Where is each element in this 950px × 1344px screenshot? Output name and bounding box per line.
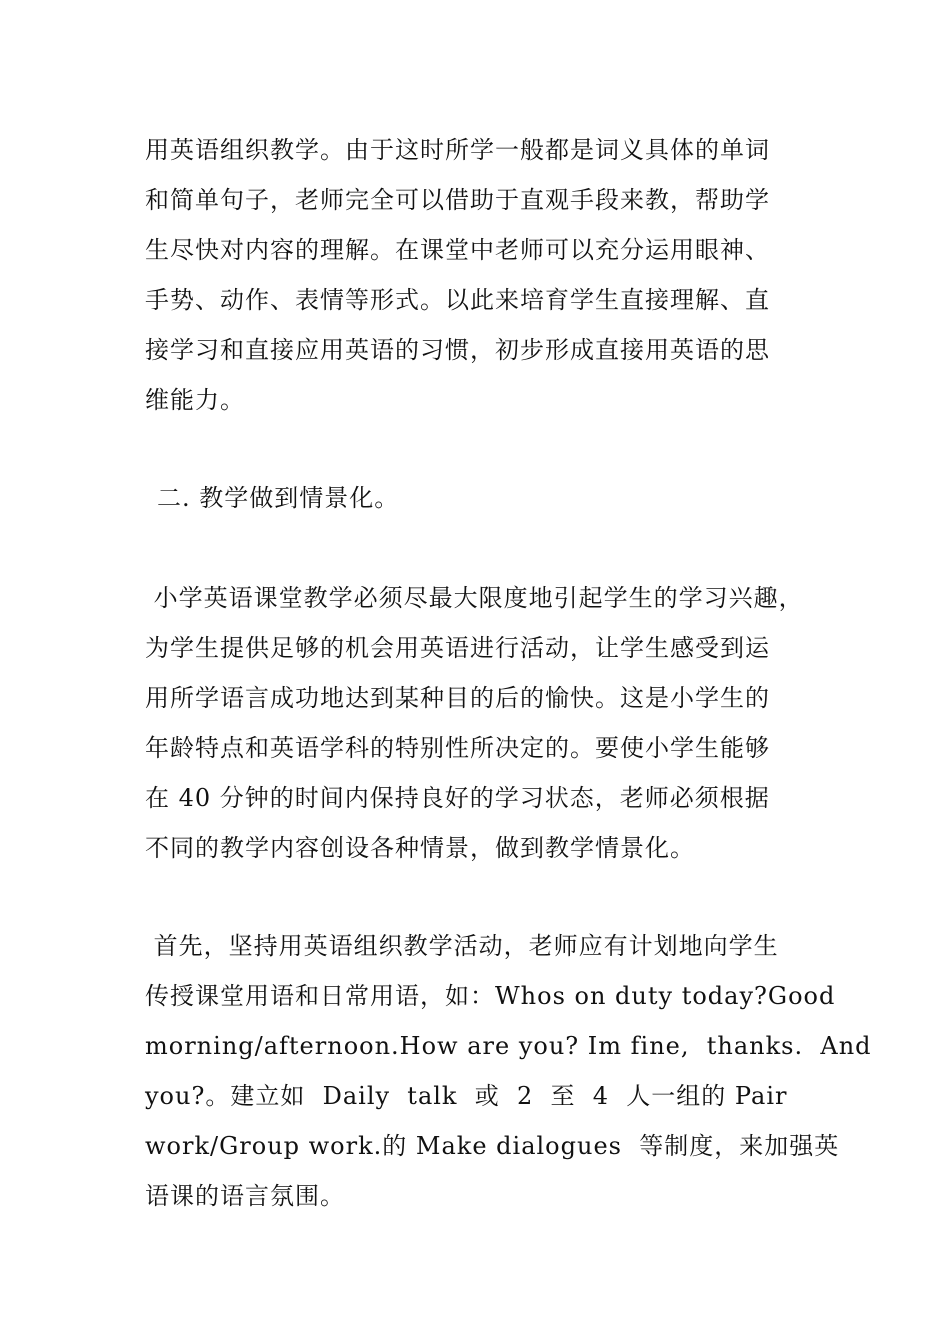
paragraph-3-line-3: morning/afternoon.How are you? Im fine, thanks. And — [145, 1032, 872, 1060]
paragraph-1-line-2: 和简单句子，老师完全可以借助于直观手段来教，帮助学 — [145, 186, 770, 214]
paragraph-1-line-3: 生尽快对内容的理解。在课堂中老师可以充分运用眼神、 — [145, 236, 770, 264]
paragraph-2-line-3: 用所学语言成功地达到某种目的后的愉快。这是小学生的 — [145, 684, 770, 712]
paragraph-2-line-6: 不同的教学内容创设各种情景，做到教学情景化。 — [145, 834, 695, 862]
paragraph-3-line-2: 传授课堂用语和日常用语，如：Whos on duty today?Good — [145, 982, 836, 1010]
paragraph-1-line-6: 维能力。 — [145, 386, 245, 414]
paragraph-1-line-4: 手势、动作、表情等形式。以此来培育学生直接理解、直 — [145, 286, 770, 314]
paragraph-3-line-5: work/Group work.的 Make dialogues 等制度，来加强英 — [145, 1132, 840, 1160]
paragraph-3-line-1: 首先，坚持用英语组织教学活动，老师应有计划地向学生 — [145, 932, 779, 960]
section-heading: 二. 教学做到情景化。 — [157, 484, 400, 512]
paragraph-3-line-4: you?。建立如 Daily talk 或 2 至 4 人一组的 Pair — [145, 1082, 788, 1110]
paragraph-2-line-4: 年龄特点和英语学科的特别性所决定的。要使小学生能够 — [145, 734, 770, 762]
paragraph-2-line-1: 小学英语课堂教学必须尽最大限度地引起学生的学习兴趣， — [145, 584, 804, 612]
paragraph-1-line-5: 接学习和直接应用英语的习惯，初步形成直接用英语的思 — [145, 336, 770, 364]
paragraph-2-line-5: 在 40 分钟的时间内保持良好的学习状态，老师必须根据 — [145, 784, 770, 812]
paragraph-2-line-2: 为学生提供足够的机会用英语进行活动，让学生感受到运 — [145, 634, 770, 662]
paragraph-1-line-1: 用英语组织教学。由于这时所学一般都是词义具体的单词 — [145, 136, 770, 164]
paragraph-3-line-6: 语课的语言氛围。 — [145, 1182, 345, 1210]
